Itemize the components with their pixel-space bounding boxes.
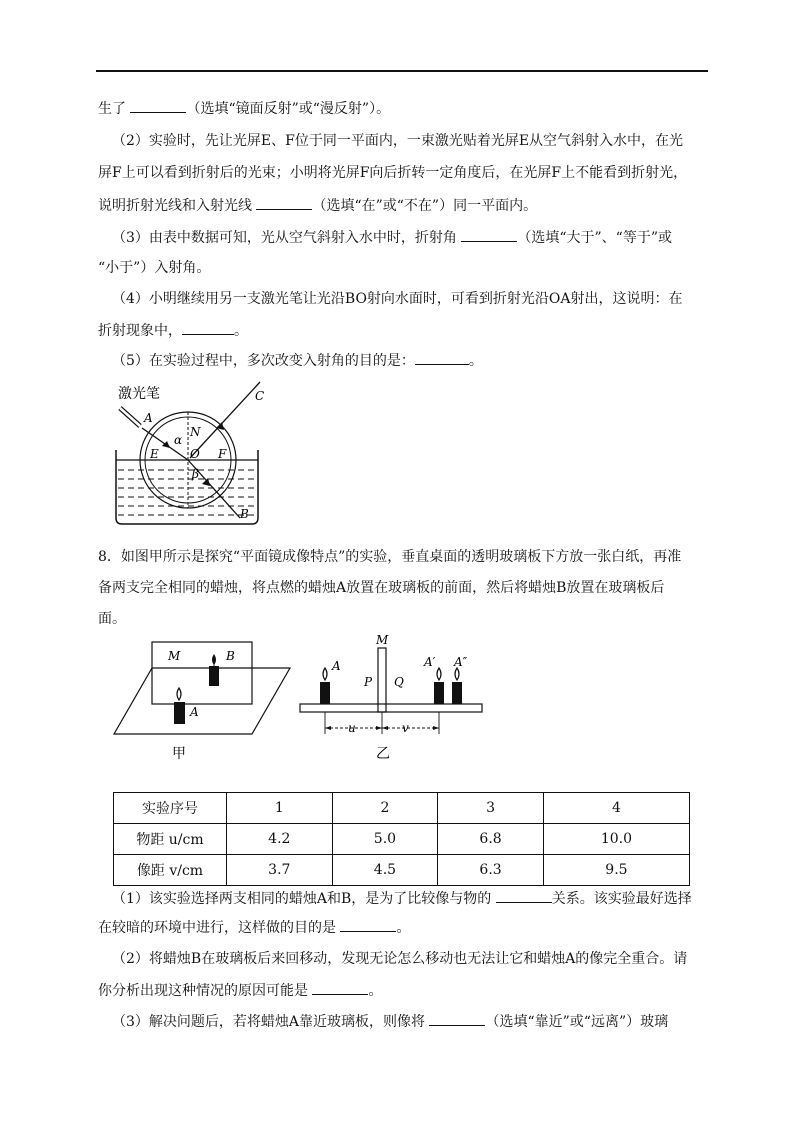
table-row — [114, 855, 690, 886]
label-o: O — [190, 447, 200, 461]
answer-blank-3[interactable] — [461, 227, 517, 242]
jia-label-b: B — [226, 649, 235, 663]
table-cell: 6.3 — [438, 855, 544, 886]
q8-line-1: 8．如图甲所示是探究“平面镜成像特点”的实验，垂直桌面的透明玻璃板下方放一张白纸，再准 — [98, 549, 682, 565]
table-cell: 2 — [332, 793, 438, 824]
q7-line-2: （2）实验时，先让光屏E、F位于同一平面内，一束激光贴着光屏E从空气斜射入水中，在光 — [112, 133, 684, 149]
label-n: N — [190, 425, 201, 439]
yi-label-a2: A″ — [454, 655, 468, 669]
yi-caption: 乙 — [376, 746, 390, 762]
q8-sub3-line-1: （3）解决问题后，若将蜡烛A靠近玻璃板，则像将 （选填“靠近”或“远离”）玻璃 — [112, 1011, 668, 1032]
jia-label-a: A — [190, 705, 199, 719]
q8-sub2-line-2: 你分析出现这种情况的原因可能是 。 — [98, 980, 382, 1001]
table-cell: 3.7 — [227, 855, 333, 886]
answer-blank-4[interactable] — [182, 320, 234, 335]
q7-line-1: 生了 （选填“镜面反射”或“漫反射”）。 — [98, 98, 390, 119]
table-cell: 物距 u/cm — [114, 824, 227, 855]
q7-line-3: 屏F上可以看到折射后的光束；小明将光屏F向后折转一定角度后，在光屏F上不能看到折射光， — [98, 165, 688, 181]
table-cell: 4 — [543, 793, 689, 824]
q8-sub1-line-1: （1）该实验选择两支相同的蜡烛A和B，是为了比较像与物的 关系。该实验最好选择 — [112, 888, 692, 909]
q7-line-4: 说明折射光线和入射光线 （选填“在”或“不在”）同一平面内。 — [98, 195, 537, 216]
table-cell: 10.0 — [543, 824, 689, 855]
label-f: F — [218, 447, 227, 461]
answer-blank-6[interactable] — [496, 888, 552, 903]
answer-blank-9[interactable] — [429, 1011, 485, 1026]
answer-blank-5[interactable] — [415, 350, 469, 365]
yi-label-m: M — [376, 633, 389, 647]
q8-sub2-line-1: （2）将蜡烛B在玻璃板后来回移动，发现无论怎么移动也无法让它和蜡烛A的像完全重合。请 — [112, 951, 688, 967]
table-cell: 像距 v/cm — [114, 855, 227, 886]
q8-line-3: 面。 — [98, 611, 126, 627]
table-cell: 1 — [227, 793, 333, 824]
label-e: E — [150, 447, 159, 461]
q7-line-6: “小于”）入射角。 — [98, 260, 211, 276]
table-cell: 实验序号 — [114, 793, 227, 824]
label-b: B — [240, 507, 249, 521]
table-cell: 3 — [438, 793, 544, 824]
mirror-figure-yi — [296, 630, 496, 762]
header-rule — [96, 70, 708, 72]
answer-blank-2[interactable] — [256, 195, 312, 210]
experiment-table — [113, 792, 690, 886]
q8-line-2: 备两支完全相同的蜡烛，将点燃的蜡烛A放置在玻璃板的前面，然后将蜡烛B放置在玻璃板后 — [98, 580, 665, 596]
laser-pen-label: 激光笔 — [118, 386, 160, 402]
jia-caption: 甲 — [172, 746, 186, 762]
q7-line-8: 折射现象中， 。 — [98, 320, 248, 341]
table-header-row — [114, 793, 690, 824]
answer-blank-7[interactable] — [340, 917, 396, 932]
yi-label-p: P — [364, 675, 373, 689]
q7-line-7: （4）小明继续用另一支激光笔让光沿BO射向水面时，可看到折射光沿OA射出，这说明：在 — [112, 291, 683, 307]
label-a: A — [144, 411, 153, 425]
label-alpha: α — [174, 433, 183, 447]
yi-label-a1: A′ — [424, 655, 436, 669]
q8-sub1-line-2: 在较暗的环境中进行，这样做的目的是 。 — [98, 917, 410, 938]
mirror-figure-jia — [110, 636, 300, 762]
table-cell: 4.5 — [332, 855, 438, 886]
refraction-figure — [110, 378, 280, 528]
label-c: C — [255, 389, 265, 403]
table-cell: 4.2 — [227, 824, 333, 855]
yi-label-u: u — [348, 721, 356, 735]
label-beta: β — [192, 467, 199, 481]
table-cell: 6.8 — [438, 824, 544, 855]
answer-blank-1[interactable] — [130, 98, 186, 113]
yi-label-q: Q — [394, 675, 404, 689]
table-row — [114, 824, 690, 855]
yi-label-v: v — [402, 721, 409, 735]
yi-label-a: A — [332, 659, 341, 673]
q7-line-5: （3）由表中数据可知，光从空气斜射入水中时，折射角 （选填“大于”、“等于”或 — [112, 227, 672, 248]
table-cell: 5.0 — [332, 824, 438, 855]
answer-blank-8[interactable] — [312, 980, 368, 995]
q7-line-9: （5）在实验过程中，多次改变入射角的目的是： 。 — [112, 350, 483, 371]
table-cell: 9.5 — [543, 855, 689, 886]
jia-label-m: M — [168, 649, 181, 663]
